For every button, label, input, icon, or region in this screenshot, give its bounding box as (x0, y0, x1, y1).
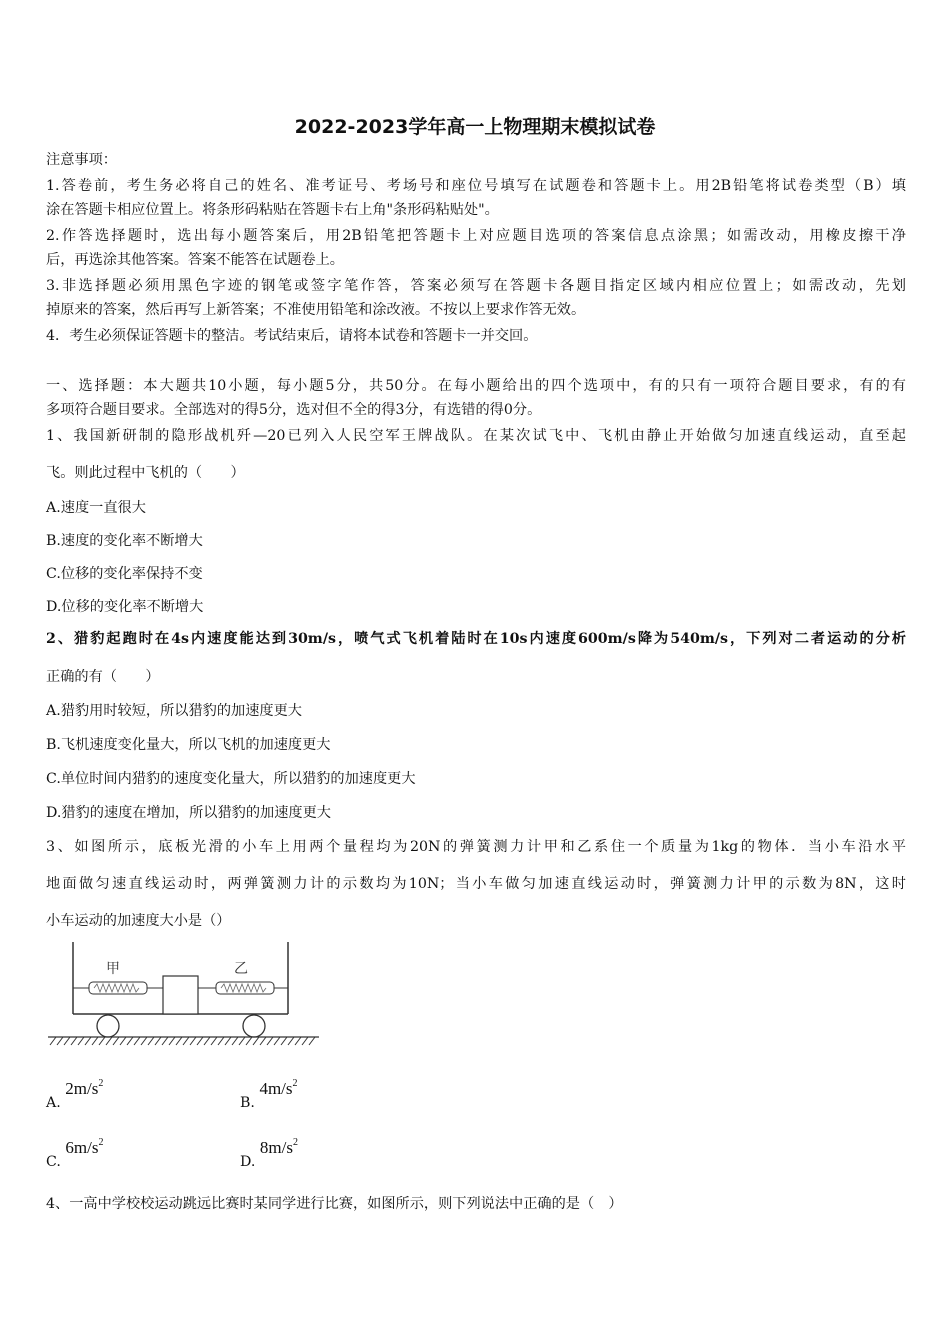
question-2-option-c: C.单位时间内猎豹的速度变化量大，所以猎豹的加速度更大 (46, 771, 416, 787)
option-formula: $2m/s^2$ (65, 1078, 104, 1098)
question-1-stem: 飞。则此过程中飞机的（ ） (46, 465, 245, 481)
section-header-line: 一、选择题：本大题共10小题，每小题5分，共50分。在每小题给出的四个选项中，有的只有一项符合题目要求，有的有 (46, 378, 906, 394)
question-2-option-a: A.猎豹用时较短，所以猎豹的加速度更大 (46, 703, 302, 719)
question-2-option-b: B.飞机速度变化量大，所以飞机的加速度更大 (46, 737, 331, 753)
spring-scale-right-label: 乙 (234, 961, 248, 977)
question-3-option-c (46, 1137, 104, 1170)
question-1-option-c: C.位移的变化率保持不变 (46, 566, 203, 582)
question-3-option-b (240, 1078, 298, 1111)
notice-line: 3.非选择题必须用黑色字迹的钢笔或签字笔作答，答案必须写在答题卡各题目指定区域内相应位置上；如需改动，先划 (46, 278, 906, 294)
question-2-stem: 2、猎豹起跑时在4s内速度能达到30m/s，喷气式飞机着陆时在10s内速度600m/s降为540m/s，下列对二者运动的分析 (46, 631, 906, 647)
option-formula: $6m/s^2$ (65, 1137, 104, 1157)
option-letter: A. (46, 1095, 61, 1111)
question-2-stem: 正确的有（ ） (46, 669, 160, 685)
spring-scale-left-label: 甲 (106, 961, 120, 977)
notice-line: 1.答卷前，考生务必将自己的姓名、准考证号、考场号和座位号填写在试题卷和答题卡上。用2B铅笔将试卷类型（B）填 (46, 178, 906, 194)
notice-line: 掉原来的答案，然后再写上新答案；不准使用铅笔和涂改液。不按以上要求作答无效。 (46, 302, 586, 318)
notice-line: 涂在答题卡相应位置上。将条形码粘贴在答题卡右上角"条形码粘贴处"。 (46, 202, 499, 218)
option-letter: C. (46, 1154, 61, 1170)
question-2-option-d: D.猎豹的速度在增加，所以猎豹的加速度更大 (46, 805, 331, 821)
option-formula: $4m/s^2$ (259, 1078, 298, 1098)
notice-heading: 注意事项： (46, 152, 117, 168)
notice-line: 4．考生必须保证答题卡的整洁。考试结束后，请将本试卷和答题卡一并交回。 (46, 328, 538, 344)
ground-hatching (50, 1037, 315, 1045)
section-header-line: 多项符合题目要求。全部选对的得5分，选对但不全的得3分，有选错的得0分。 (46, 402, 542, 418)
question-1-option-a: A.速度一直很大 (46, 500, 146, 516)
question-3-stem: 3、如图所示，底板光滑的小车上用两个量程均为20N的弹簧测力计甲和乙系住一个质量为1kg的物体．当小车沿水平 (46, 839, 906, 855)
wheel (97, 1015, 119, 1037)
question-4-stem: 4、一高中学校校运动跳远比赛时某同学进行比赛，如图所示，则下列说法中正确的是（ ） (46, 1196, 623, 1212)
question-1-stem: 1、我国新研制的隐形战机歼—20已列入人民空军王牌战队。在某次试飞中、飞机由静止开始做匀加速直线运动，直至起 (46, 428, 906, 444)
question-1-option-b: B.速度的变化率不断增大 (46, 533, 203, 549)
notice-line: 后，再选涂其他答案。答案不能答在试题卷上。 (46, 252, 344, 268)
question-3-stem: 地面做匀速直线运动时，两弹簧测力计的示数均为10N；当小车做匀加速直线运动时，弹簧测力计甲的示数为8N，这时 (46, 876, 906, 892)
wheel (243, 1015, 265, 1037)
option-letter: B. (240, 1095, 255, 1111)
question-3-option-a (46, 1078, 104, 1111)
block (163, 976, 198, 1014)
option-letter: D. (240, 1154, 256, 1170)
page-title: 2022-2023学年高一上物理期末模拟试卷 (294, 116, 656, 138)
question-1-option-d: D.位移的变化率不断增大 (46, 599, 204, 615)
question-3-option-d (240, 1137, 298, 1170)
cart-spring-scale-figure (44, 938, 324, 1050)
question-3-stem: 小车运动的加速度大小是（） (46, 913, 231, 929)
notice-line: 2.作答选择题时，选出每小题答案后，用2B铅笔把答题卡上对应题目选项的答案信息点涂黑；如需改动，用橡皮擦干净 (46, 228, 906, 244)
option-formula: $8m/s^2$ (259, 1137, 298, 1157)
